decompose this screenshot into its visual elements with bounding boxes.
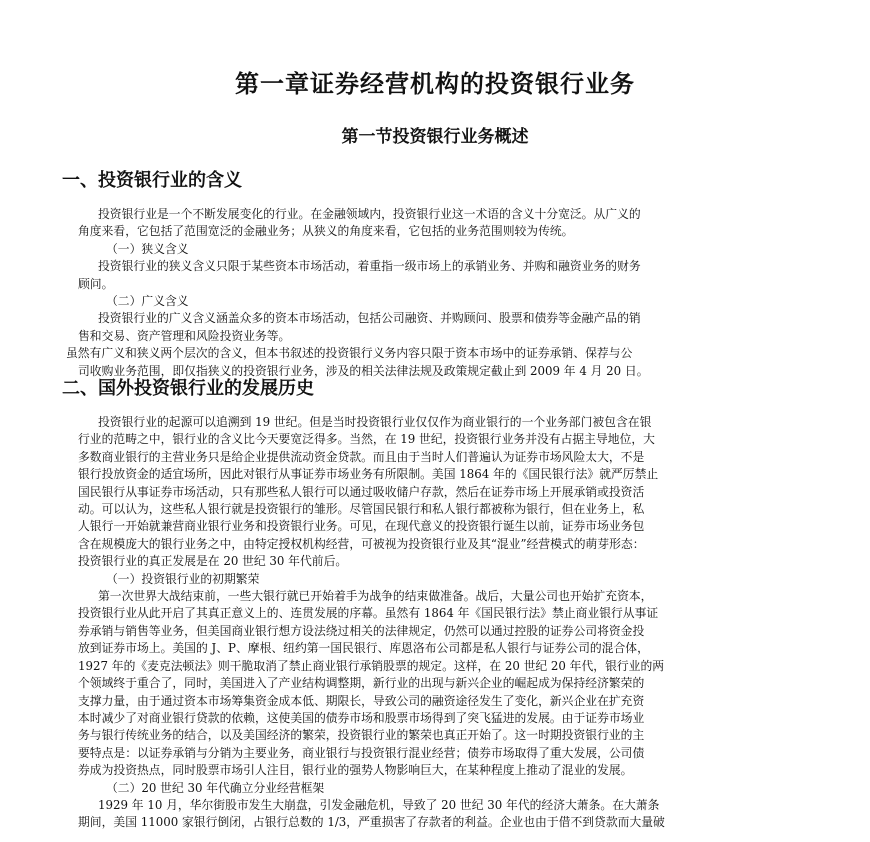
paragraph-line: 本时减少了对商业银行贷款的依赖，这使美国的债券市场和股票市场得到了突飞猛进的发展。由于证券市场业 bbox=[78, 710, 645, 725]
paragraph-line: 1927 年的《麦克法顿法》则干脆取消了禁止商业银行承销股票的规定。这样，在 20 世纪 20 年代，银行业的两 bbox=[78, 658, 665, 673]
paragraph-line: 含在规模庞大的银行业务之中，由特定授权机构经营，可被视为投资银行业及其“混业”经营模式的萌芽形态： bbox=[78, 536, 645, 551]
heading-meaning: 一、投资银行业的含义 bbox=[62, 170, 242, 191]
paragraph-line: 第一次世界大战结束前，一些大银行就已开始着手为战争的结束做准备。战后，大量公司也开始扩充资本， bbox=[98, 589, 653, 604]
section-title: 第一节投资银行业务概述 bbox=[341, 127, 529, 147]
section-history-body bbox=[78, 414, 802, 832]
paragraph-line: 要特点是：以证券承销与分销为主要业务，商业银行与投资银行混业经营；债券市场取得了重大发展，公司债 bbox=[78, 745, 645, 760]
paragraph-line: 虽然有广义和狭义两个层次的含义，但本书叙述的投资银行义务内容只限于资本市场中的证券承销、保荐与公 bbox=[66, 346, 633, 361]
paragraph-line: 券成为投资热点，同时股票市场引人注目，银行业的强势人物影响巨大，在某种程度上推动了混业的发展。 bbox=[78, 763, 633, 778]
paragraph-line: 务与银行传统业务的结合，以及美国经济的繁荣，投资银行业的繁荣也真正开始了。这一时期投资银行业的主 bbox=[78, 728, 645, 743]
paragraph-line: 国民银行从事证券市场活动，只有那些私人银行可以通过吸收储户存款，然后在证券市场上开展承销或投资活 bbox=[78, 484, 645, 499]
paragraph-line: 投资银行业是一个不断发展变化的行业。在金融领域内，投资银行业这一术语的含义十分宽泛。从广义的 bbox=[98, 207, 641, 221]
paragraph-line: 放到证券市场上。美国的 J、P、摩根、纽约第一国民银行、库恩洛布公司都是私人银行与证券公司的混合体， bbox=[78, 641, 649, 656]
paragraph-line: 售和交易、资产管理和风险投资业务等。 bbox=[78, 328, 291, 343]
paragraph-line: 投资银行业的真正发展是在 20 世纪 30 年代前后。 bbox=[78, 554, 348, 569]
paragraph-line: 投资银行业从此开启了其真正意义上的、连贯发展的序幕。虽然有 1864 年《国民银行法》禁止商业银行从事证 bbox=[78, 606, 659, 621]
chapter-title: 第一章证券经营机构的投资银行业务 bbox=[235, 69, 635, 98]
subheading-separation: （二）20 世纪 30 年代确立分业经营框架 bbox=[106, 780, 325, 795]
paragraph-line: 行业的范畴之中，银行业的含义比今天要宽泛得多。当然，在 19 世纪，投资银行业务并没有占据主导地位，大 bbox=[78, 432, 655, 447]
paragraph-line: 投资银行业的广义含义涵盖众多的资本市场活动，包括公司融资、并购顾问、股票和债券等金融产品的销 bbox=[98, 311, 641, 326]
paragraph-line: 银行投放资金的适宜场所，因此对银行从事证券市场业务有所限制。美国 1864 年的《国民银行法》就严厉禁止 bbox=[78, 467, 659, 482]
section-meaning-body bbox=[66, 206, 802, 380]
paragraph-line: 期间，美国 11000 家银行倒闭，占银行总数的 1/3，严重损害了存款者的利益。企业也由于借不到贷款而大量破 bbox=[78, 815, 665, 830]
subheading-broad: （二）广义含义 bbox=[106, 294, 189, 309]
paragraph-line: 顾问。 bbox=[78, 276, 114, 291]
paragraph-line: 个领域终于重合了，同时，美国进入了产业结构调整期，新行业的出现与新兴企业的崛起成为保持经济繁荣的 bbox=[78, 676, 645, 691]
paragraph-line: 司收购业务范围，即仅指狭义的投资银行业务，涉及的相关法律法规及政策规定截止到 2009 年 4 月 20 日。 bbox=[78, 363, 649, 378]
subheading-narrow: （一）狭义含义 bbox=[106, 241, 189, 256]
paragraph-line: 券承销与销售等业务，但美国商业银行想方设法绕过相关的法律规定，仍然可以通过控股的证券公司将资金投 bbox=[78, 623, 645, 638]
heading-history: 二、国外投资银行业的发展历史 bbox=[62, 378, 314, 399]
paragraph-line: 角度来看，它包括了范围宽泛的金融业务；从狭义的角度来看，它包括的业务范围则较为传统。 bbox=[78, 224, 574, 239]
paragraph-line: 人银行一开始就兼营商业银行业务和投资银行业务。可见，在现代意义的投资银行诞生以前，证券市场业务包 bbox=[78, 519, 645, 534]
paragraph-line: 投资银行业的起源可以追溯到 19 世纪。但是当时投资银行业仅仅作为商业银行的一个业务部门被包含在银 bbox=[98, 415, 652, 429]
paragraph-line: 投资银行业的狭义含义只限于某些资本市场活动，着重指一级市场上的承销业务、并购和融资业务的财务 bbox=[98, 259, 641, 274]
paragraph-line: 动。可以认为，这些私人银行就是投资银行的雏形。尽管国民银行和私人银行都被称为银行，但在业务上，私 bbox=[78, 502, 645, 517]
subheading-early-boom: （一）投资银行业的初期繁荣 bbox=[106, 571, 260, 586]
paragraph-line: 1929 年 10 月，华尔街股市发生大崩盘，引发金融危机，导致了 20 世纪 30 年代的经济大萧条。在大萧条 bbox=[98, 797, 660, 812]
paragraph-line: 多数商业银行的主营业务只是给企业提供流动资金贷款。而且由于当时人们普遍认为证券市场风险太大，不是 bbox=[78, 449, 645, 464]
paragraph-line: 支撑力量，由于通过资本市场筹集资金成本低、期限长，导致公司的融资途径发生了变化，新兴企业在扩充资 bbox=[78, 693, 645, 708]
